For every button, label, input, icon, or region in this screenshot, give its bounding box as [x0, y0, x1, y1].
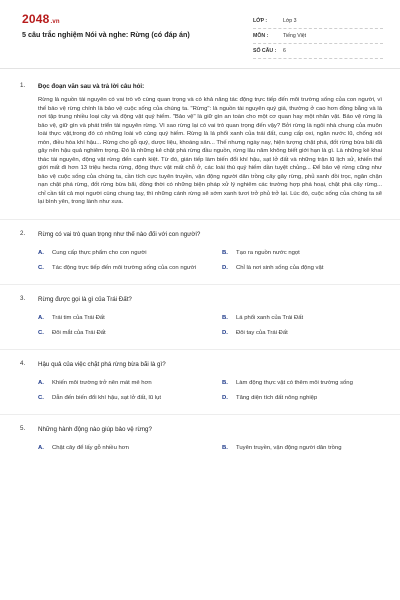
option-b[interactable]: [222, 314, 382, 322]
answer-options: [38, 444, 382, 452]
option-text: Lá phổi xanh của Trái Đất: [236, 314, 304, 321]
question-stem: Đọc đoạn văn sau và trả lời câu hỏi:: [38, 83, 145, 90]
option-text: Tạo ra nguồn nước ngọt: [236, 249, 300, 256]
option-text: Tuyên truyền, vận động người dân trồng: [236, 444, 342, 451]
option-letter: C.: [38, 329, 44, 336]
option-text: Trái tim của Trái Đất: [52, 314, 105, 321]
option-text: Đôi tay của Trái Đất: [236, 329, 288, 336]
option-text: Dẫn đến biến đổi khí hậu, sạt lở đất, lũ lụt: [52, 394, 161, 401]
option-letter: C.: [38, 394, 44, 401]
reading-passage: Rừng là nguồn tài nguyên có vai trò vô cùng quan trọng và có khả năng tác động trực tiếp đến môi trường sống của con người, vì thế bảo vệ rừng chính là bảo vệ cuộc sống của chúng ta. "Rừng": là nguồn tài nguyên quý giá, thường ở cao hơn đồng bằng và là nơi tập trung nhiều loại cây và động vật quý hiếm. "Bảo vệ" là giữ gìn an toàn cho một cơ quan hay một nhân vật. Bảo vệ rừng là bảo vệ, giữ gìn và phát triển tài nguyên rừng. Vì sao rừng lại có vai trò quan trọng đến vậy? Bởi rừng là ngôi nhà chung của muôn loài thực vật,trong đó có những loài vô cùng quý hiếm. Rừng là lá phổi xanh của trái đất, cung cấp oxi, ngăn nước lũ, chống xói mòn, điều hòa khí hậu... Rừng cho gỗ quý, dược liệu, khoáng sản... Thế nhưng ngày nay, hiện tượng chặt phá, đốt rừng bừa bãi đã gây nên hậu quả nghiêm trọng. Đó là những kẻ chặt phá rừng đầu nguồn, rừng lâu năm không biết giới hạn là gì. Là những kẻ khai thác tài nguyên, động vật rừng đến cạnh kiệt. Từ đó, gián tiếp làm biến đổi khí hậu, sạt lở đất và những trận lũ lịch sử, khiến thế giới mất đi hơn 13 triệu hecta rừng, động thực vật mất chỗ ở, các loài thú quý hiếm dần tuyệt chủng... Để bảo vệ rừng cũng như bảo vệ cuộc sống của chúng ta, cần tích cực tuyên truyền, vận động người dân trồng cây gây rừng, phủ xanh đồi trọc, ngăn chặn nạn chặt phá rừng, đốt rừng bừa bãi, đồng thời có những biện pháp xử lý nghiêm các trường hợp phá hoại, chặt phá cây rừng... chỉ cần tất cả mọi người cùng chung tay, thì những cánh rừng sẽ sớm xanh tươi trở phủ trở lại. Lúc đó, cuộc sống của chúng ta sẽ lại bình yên, trong lành như xưa.: [38, 97, 382, 205]
question-number: 4.: [20, 359, 26, 367]
site-logo[interactable]: [22, 12, 60, 26]
option-text: Làm động thực vật có thêm môi trường sống: [236, 379, 353, 386]
meta-row-grade: [253, 14, 383, 29]
question-1: [20, 82, 382, 207]
option-d[interactable]: [222, 329, 382, 337]
question-divider: [0, 414, 400, 415]
question-divider: [0, 349, 400, 350]
question-number: 2.: [20, 229, 26, 237]
option-d[interactable]: [222, 394, 382, 402]
question-5: [20, 425, 382, 452]
option-text: Chặt cây để lấy gỗ nhiều hơn: [52, 444, 129, 451]
question-number: 5.: [20, 424, 26, 432]
question-number: 1.: [20, 82, 26, 89]
option-letter: D.: [222, 264, 228, 271]
option-d[interactable]: [222, 264, 382, 272]
option-letter: A.: [38, 249, 44, 256]
logo-main: 2048: [22, 12, 50, 26]
meta-row-subject: [253, 29, 383, 44]
option-letter: B.: [222, 379, 228, 386]
option-c[interactable]: [38, 329, 210, 337]
question-4: [20, 360, 382, 402]
option-a[interactable]: [38, 379, 210, 387]
meta-value: Lớp 3: [283, 18, 297, 24]
page-header: [0, 0, 400, 62]
option-letter: A.: [38, 314, 44, 321]
option-letter: D.: [222, 329, 228, 336]
option-text: Khiến môi trường trở nên mát mẻ hơn: [52, 379, 152, 386]
meta-panel: [253, 14, 383, 59]
option-b[interactable]: [222, 379, 382, 387]
option-c[interactable]: [38, 394, 210, 402]
option-text: Chỉ là nơi sinh sống của động vật: [236, 264, 324, 271]
question-stem: Rừng có vai trò quan trọng như thế nào đối với con người?: [38, 230, 201, 238]
meta-value: 6: [283, 48, 286, 54]
meta-row-count: [253, 44, 383, 59]
option-text: Tăng diện tích đất nông nghiệp: [236, 394, 318, 401]
header-divider: [0, 68, 400, 69]
meta-label: LỚP :: [253, 18, 268, 24]
question-number: 3.: [20, 294, 26, 302]
answer-options: [38, 314, 382, 337]
option-letter: C.: [38, 264, 44, 271]
page-title: 5 câu trắc nghiệm Nói và nghe: Rừng (có đáp án): [22, 30, 190, 39]
option-text: Tác động trực tiếp đến môi trường sống của con người: [52, 264, 196, 271]
questions-list: [20, 82, 382, 452]
option-b[interactable]: [222, 444, 382, 452]
option-text: Cung cấp thực phẩm cho con người: [52, 249, 147, 256]
logo-tld: .vn: [50, 19, 60, 25]
meta-label: SỐ CÂU :: [253, 48, 277, 54]
question-3: [20, 295, 382, 337]
option-c[interactable]: [38, 264, 210, 272]
option-letter: A.: [38, 444, 44, 451]
option-b[interactable]: [222, 249, 382, 257]
question-divider: [0, 219, 400, 220]
option-a[interactable]: [38, 314, 210, 322]
option-letter: B.: [222, 314, 228, 321]
answer-options: [38, 379, 382, 402]
option-letter: B.: [222, 249, 228, 256]
question-2: [20, 230, 382, 272]
option-a[interactable]: [38, 249, 210, 257]
question-stem: Rừng được gọi là gì của Trái Đất?: [38, 295, 132, 303]
question-divider: [0, 284, 400, 285]
question-stem: Những hành động nào giúp bảo vệ rừng?: [38, 425, 152, 433]
meta-label: MÔN :: [253, 33, 269, 39]
question-stem: Hậu quả của việc chặt phá rừng bừa bãi là gì?: [38, 360, 166, 368]
option-letter: D.: [222, 394, 228, 401]
answer-options: [38, 249, 382, 272]
option-a[interactable]: [38, 444, 210, 452]
option-letter: A.: [38, 379, 44, 386]
option-text: Đôi mắt của Trái Đất: [52, 329, 106, 336]
meta-value: Tiếng Việt: [283, 33, 307, 39]
option-letter: B.: [222, 444, 228, 451]
